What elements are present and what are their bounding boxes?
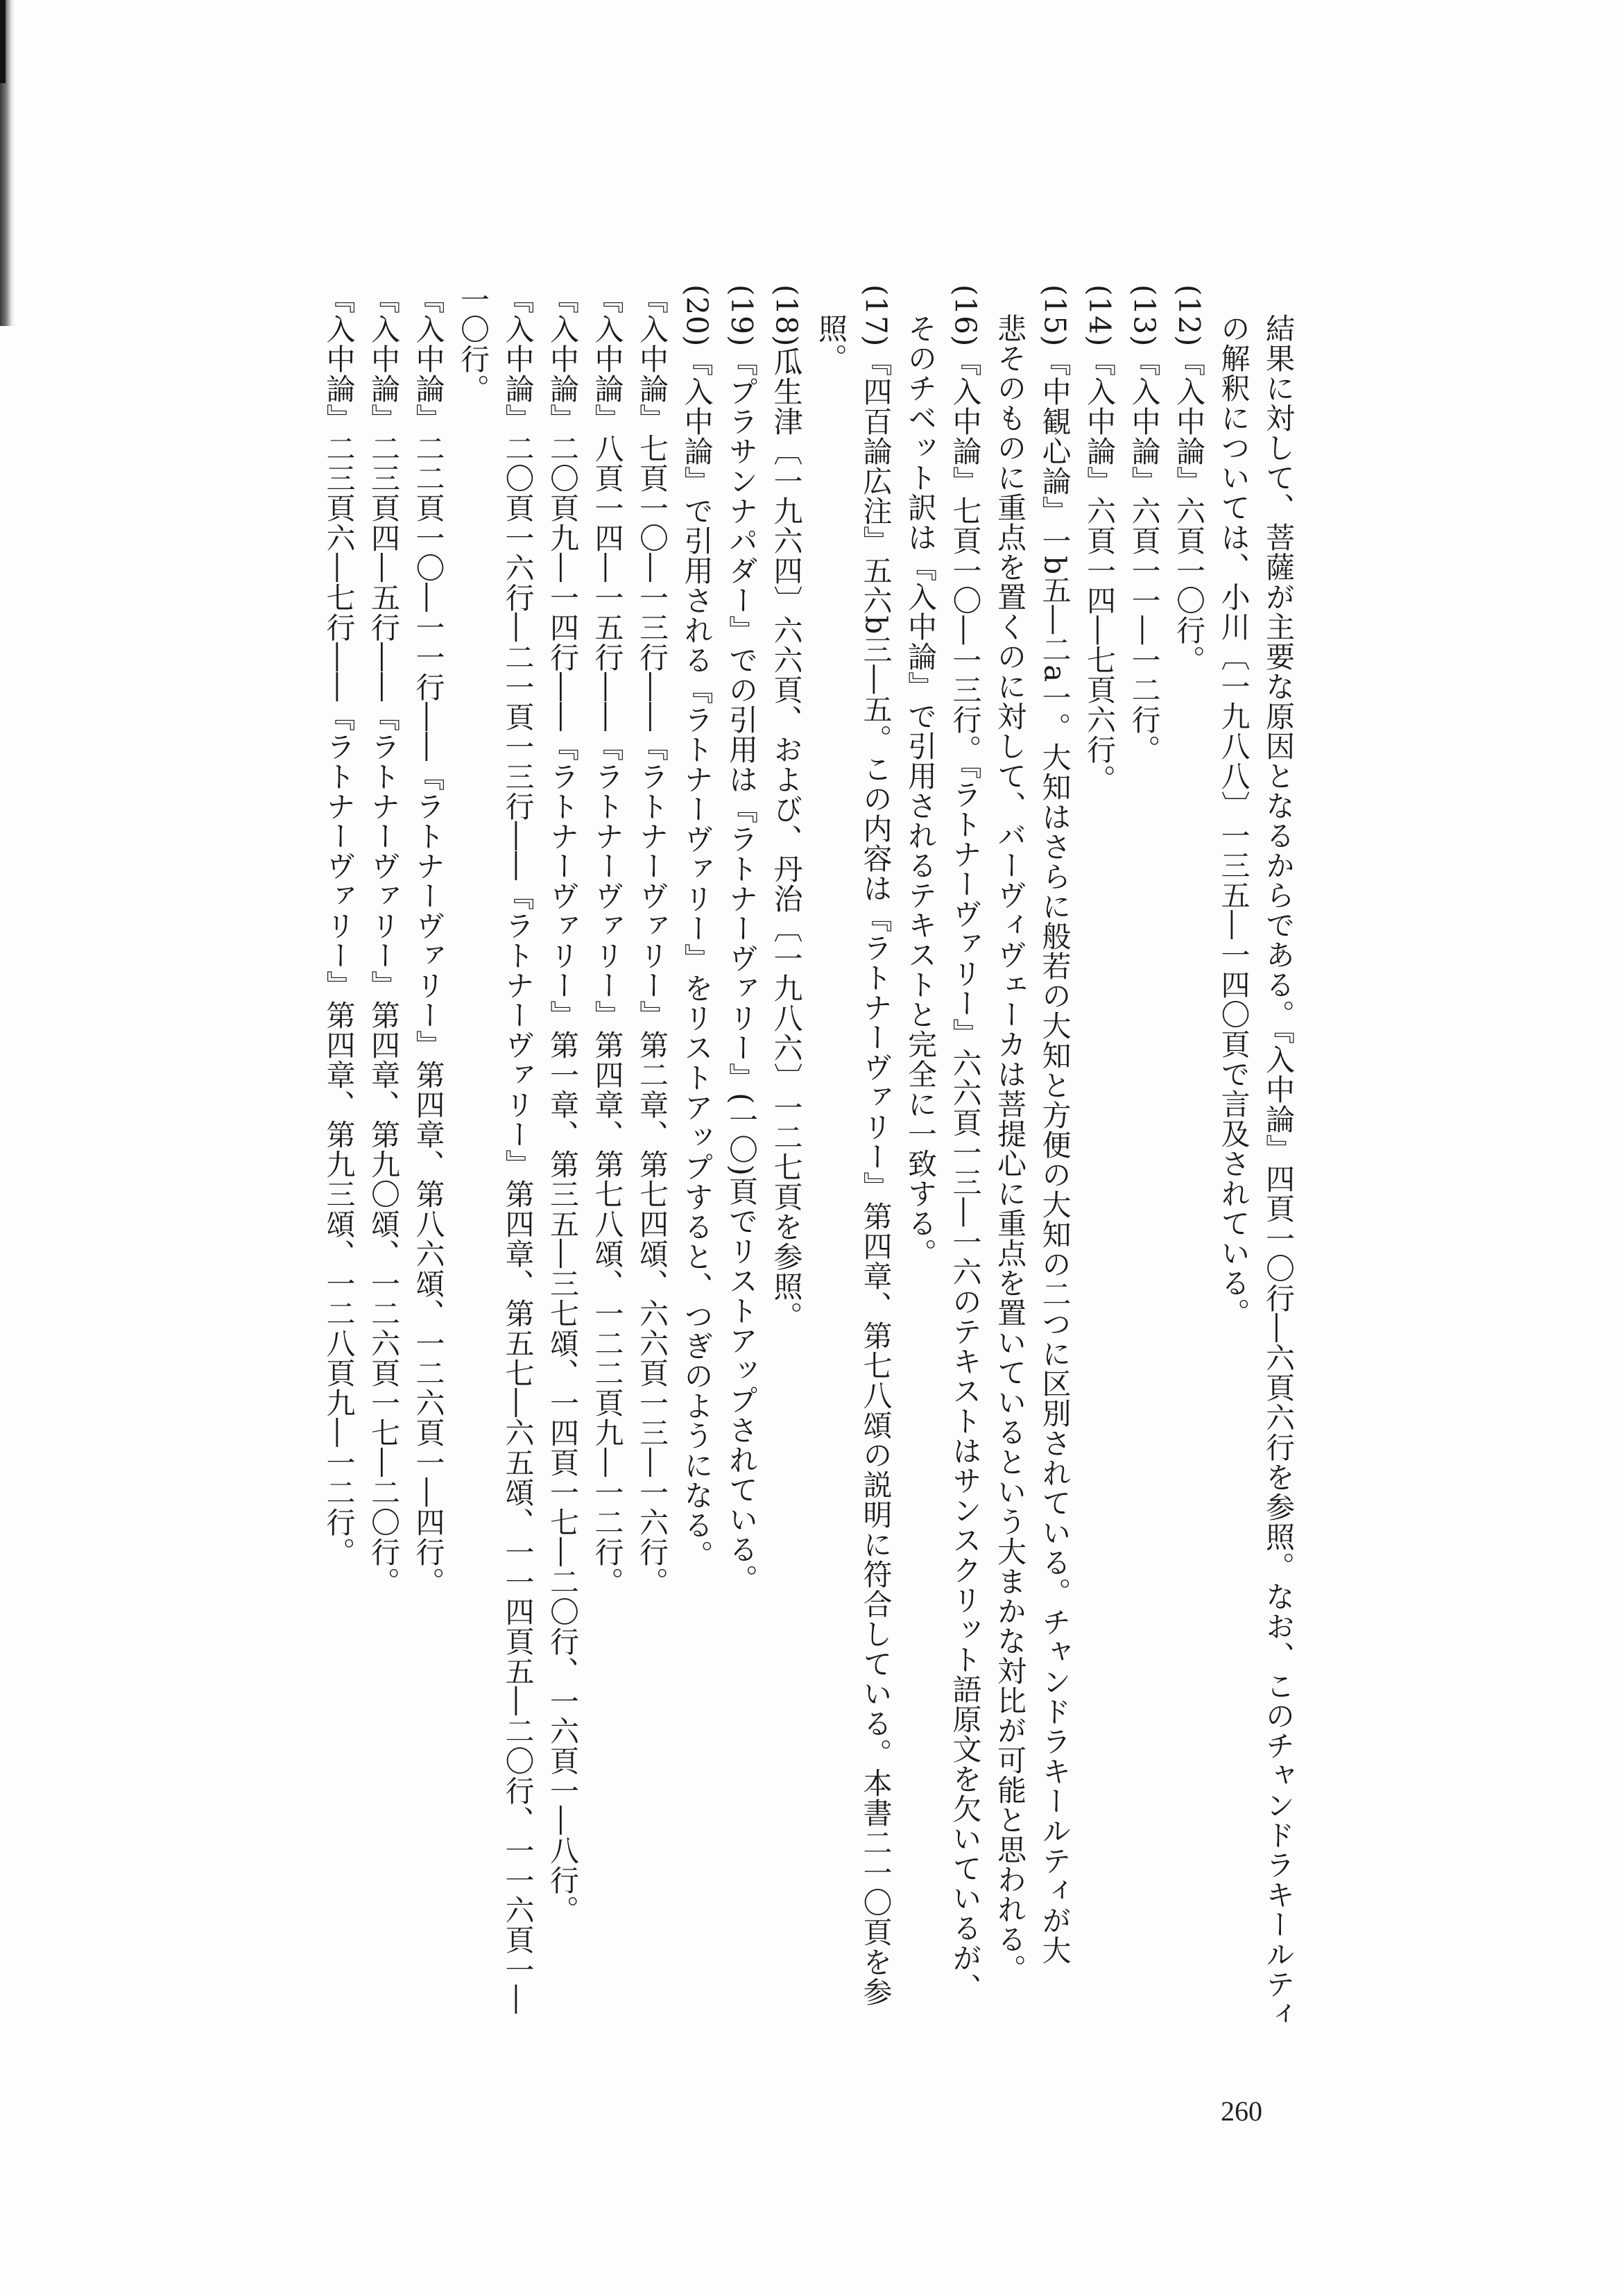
footnote-line: (15)『中観心論』一b五―二a一。大知はさらに般若の大知と方便の大知の二つに区別されている。チャンドラキールティが大	[1038, 284, 1072, 1966]
reference-continuation: 一〇行。	[456, 284, 490, 404]
text-line: の解釈については、小川〔一九八八〕一三五―一四〇頁で言及されている。	[1217, 314, 1251, 1328]
reference-line: 『入中論』八頁一四―一五行――『ラトナーヴァリー』第四章、第七八頌、一二二頁九―一二行。	[590, 284, 625, 1597]
footnote-line: (18)瓜生津〔一九六四〕六六頁、および、丹治〔一九八六〕一二七頁を参照。	[769, 284, 804, 1332]
text-line: 結果に対して、菩薩が主要な原因となるからである。『入中論』四頁一〇行―六頁六行を参照。なお、このチャンドラキールティ	[1262, 314, 1296, 2029]
footnote-continuation: 悲そのものに重点を置くのに対して、バーヴィヴェーカは菩提心に重点を置いているという大まかな対比が可能と思われる。	[993, 314, 1027, 1984]
reference-line: 『入中論』二二頁一〇―一一行――『ラトナーヴァリー』第四章、第八六頌、一二六頁一―四行。	[411, 284, 446, 1597]
footnote-line: (12)『入中論』六頁一〇行。	[1172, 284, 1206, 676]
vertical-text-body	[156, 284, 1300, 2060]
reference-line: 『入中論』二三頁四―五行――『ラトナーヴァリー』第四章、第九〇頌、一二六頁一七―二〇行。	[367, 284, 401, 1597]
footnote-line: (13)『入中論』六頁一一―一二行。	[1127, 284, 1162, 765]
footnote-continuation: そのチベット訳は『入中論』で引用されるテキストと完全に一致する。	[904, 314, 938, 1268]
footnote-line: (14)『入中論』六頁一四―七頁六行。	[1083, 284, 1117, 795]
reference-line: 『入中論』二〇頁九―一四行――『ラトナーヴァリー』第一章、第三五―三七頌、一四頁一七―二〇行、一六頁一―八行。	[546, 284, 580, 1925]
footnote-line: (17)『四百論広注』五六b三―五。この内容は『ラトナーヴァリー』第四章、第七八頌の説明に符合している。本書二一〇頁を参	[859, 284, 893, 2007]
reference-line: 『入中論』二三頁六―七行――『ラトナーヴァリー』第四章、第九三頌、一二八頁九―一二行。	[322, 284, 357, 1567]
footnote-line: (16)『入中論』七頁一〇―一三行。『ラトナーヴァリー』六六頁一三―一六のテキストはサンスクリット語原文を欠いているが、	[948, 284, 983, 2003]
reference-line: 『入中論』二〇頁一六行―二一頁一三行――『ラトナーヴァリー』第四章、第五七―六五頌、一一四頁五―二〇行、一一六頁一―	[501, 284, 535, 2014]
reference-line: 『入中論』七頁一〇―一三行――『ラトナーヴァリー』第二章、第七四頌、六六頁一三―一六行。	[635, 284, 669, 1597]
footnote-line: (19)『プラサンナパダー』での引用は『ラトナーヴァリー』(一〇)頁でリストアップされている。	[725, 284, 759, 1594]
scan-edge-shadow-dark	[0, 0, 6, 83]
footnote-continuation: 照。	[814, 314, 848, 373]
footnote-line: (20)『入中論』で引用される『ラトナーヴァリー』をリストアップすると、つぎのようになる。	[680, 284, 714, 1570]
page-number: 260	[1221, 2096, 1262, 2127]
